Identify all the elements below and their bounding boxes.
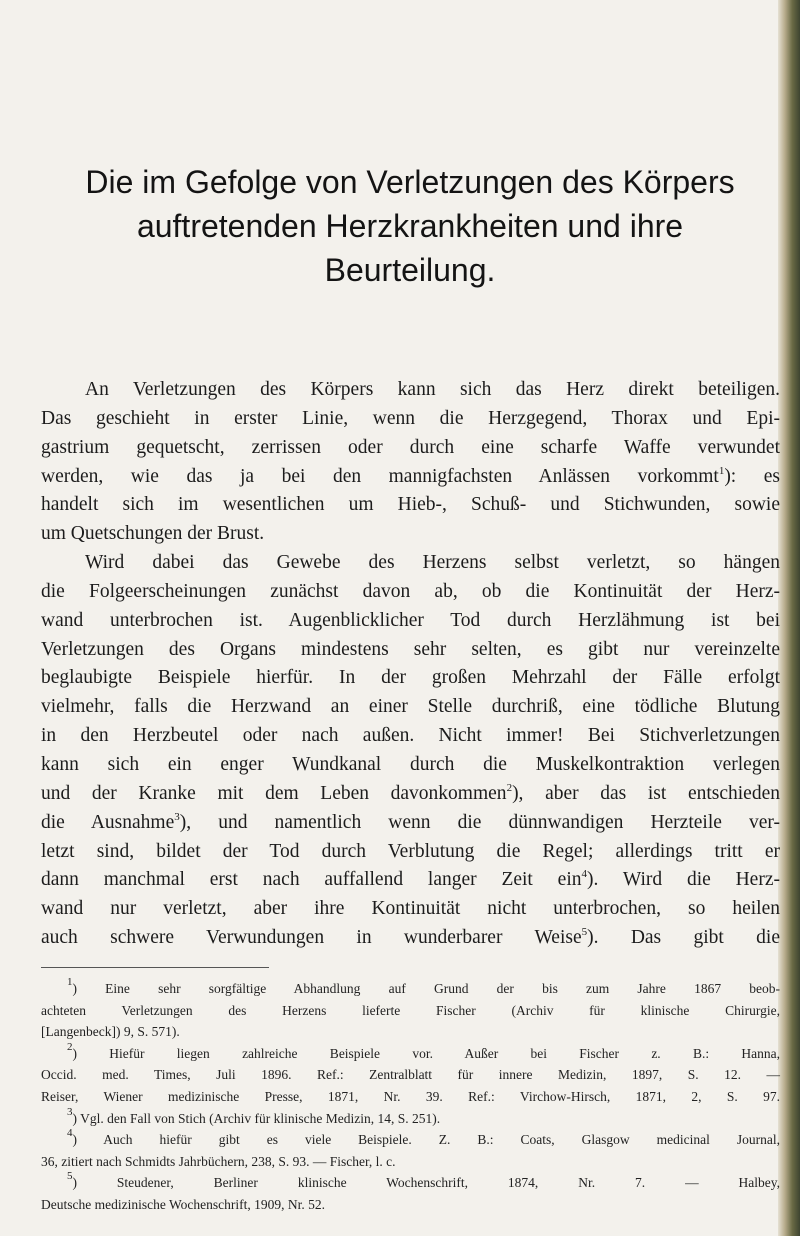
body-line: dann manchmal erst nach auffallend langer Zeit ein$^4$). Wird die Herz- xyxy=(41,868,780,891)
body-line: wand unterbrochen ist. Augenblicklicher Tod durch Herzlähmung ist bei xyxy=(41,609,780,631)
body-line: handelt sich im wesentlichen um Hieb-, Schuß- und Stichwunden, sowie xyxy=(41,494,780,516)
footnote-ref: 3 xyxy=(174,810,180,823)
footnote-line: $^3$) Vgl. den Fall von Stich (Archiv für klinische Medizin, 14, S. 251). xyxy=(67,1105,441,1126)
body-line: werden, wie das ja bei den mannigfachsten Anlässen vorkommt$^1$): es xyxy=(41,464,780,487)
footnote-line: Occid. med. Times, Juli 1896. Ref.: Zentralblatt für innere Medizin, 1897, S. 12. — xyxy=(41,1067,780,1083)
body-line: auch schwere Verwundungen in wunderbarer Weise$^5$). Das gibt die xyxy=(41,926,780,949)
footnote-line: $^4$) Auch hiefür gibt es viele Beispiele. Z. B.: Coats, Glasgow medicinal Journal, xyxy=(67,1127,780,1148)
body-line: An Verletzungen des Körpers kann sich das Herz direkt beteiligen. xyxy=(85,379,780,400)
footnote-marker: 2 xyxy=(67,1040,73,1053)
footnote-marker: 1 xyxy=(67,976,73,988)
footnote-line: $^1$) Eine sehr sorgfältige Abhandlung auf Grund der bis zum Jahre 1867 beob- xyxy=(67,976,780,996)
body-text xyxy=(41,376,780,953)
footnote-line: Deutsche medizinische Wochenschrift, 1909, Nr. 52. xyxy=(41,1196,325,1212)
footnotes xyxy=(41,978,780,1216)
body-line: beglaubigte Beispiele hierfür. In der großen Mehrzahl der Fälle erfolgt xyxy=(41,667,780,689)
footnote-marker: 3 xyxy=(67,1105,73,1118)
footnote-ref: 2 xyxy=(506,781,513,794)
footnote-line: $^2$) Hiefür liegen zahlreiche Beispiele vor. Außer bei Fischer z. B.: Hanna, xyxy=(67,1040,780,1061)
body-line: Das geschieht in erster Linie, wenn die Herzgegend, Thorax und Epi- xyxy=(41,407,780,429)
title-line-2: auftretenden Herzkrankheiten und ihre xyxy=(136,208,684,244)
footnote-marker: 4 xyxy=(67,1127,73,1140)
footnote-line: 36, zitiert nach Schmidts Jahrbüchern, 238, S. 93. — Fischer, l. c. xyxy=(41,1153,396,1169)
body-line: Wird dabei das Gewebe des Herzens selbst verletzt, so hängen xyxy=(85,552,780,574)
body-line: wand nur verletzt, aber ihre Kontinuität nicht unterbrochen, so heilen xyxy=(41,898,780,920)
body-line: kann sich ein enger Wundkanal durch die Muskelkontraktion verlegen xyxy=(41,753,780,775)
body-line: vielmehr, falls die Herzwand an einer Stelle durchriß, eine tödliche Blutung xyxy=(41,696,780,718)
body-line: um Quetschungen der Brust. xyxy=(41,523,265,545)
footnote-ref: 4 xyxy=(581,868,587,881)
footnote-line: $^5$) Steudener, Berliner klinische Wochenschrift, 1874, Nr. 7. — Halbey, xyxy=(67,1170,780,1191)
chapter-title xyxy=(40,160,780,292)
footnote-marker: 5 xyxy=(67,1170,73,1183)
footnote-ref: 1 xyxy=(718,464,725,477)
footnote-line: achteten Verletzungen des Herzens lieferte Fischer (Archiv für klinische Chirurgie, xyxy=(41,1002,780,1018)
footnote-ref: 5 xyxy=(581,926,588,939)
title-line-3: Beurteilung. xyxy=(324,252,496,288)
body-line: die Folgeerscheinungen zunächst davon ab, ob die Kontinuität der Herz- xyxy=(41,580,780,602)
body-line: und der Kranke mit dem Leben davonkommen$^2$), aber das ist entschieden xyxy=(41,781,780,804)
body-line: gastrium gequetscht, zerrissen oder durch eine scharfe Waffe verwundet xyxy=(41,436,780,458)
title-line-1: Die im Gefolge von Verletzungen des Körpers xyxy=(85,164,735,200)
footnote-line: Reiser, Wiener medizinische Presse, 1871, Nr. 39. Ref.: Virchow-Hirsch, 1871, 2, S. 97. xyxy=(41,1088,780,1104)
body-line: letzt sind, bildet der Tod durch Verblutung die Regel; allerdings tritt er xyxy=(41,840,780,862)
body-line: in den Herzbeutel oder nach außen. Nicht immer! Bei Stichverletzungen xyxy=(41,725,780,747)
body-line: die Ausnahme$^3$), und namentlich wenn die dünnwandigen Herzteile ver- xyxy=(41,810,780,833)
body-line: Verletzungen des Organs mindestens sehr selten, es gibt nur vereinzelte xyxy=(41,638,780,660)
footnote-divider xyxy=(41,967,269,968)
page-edge-shadow xyxy=(778,0,800,1236)
footnote-line: [Langenbeck]) 9, S. 571). xyxy=(41,1024,180,1040)
